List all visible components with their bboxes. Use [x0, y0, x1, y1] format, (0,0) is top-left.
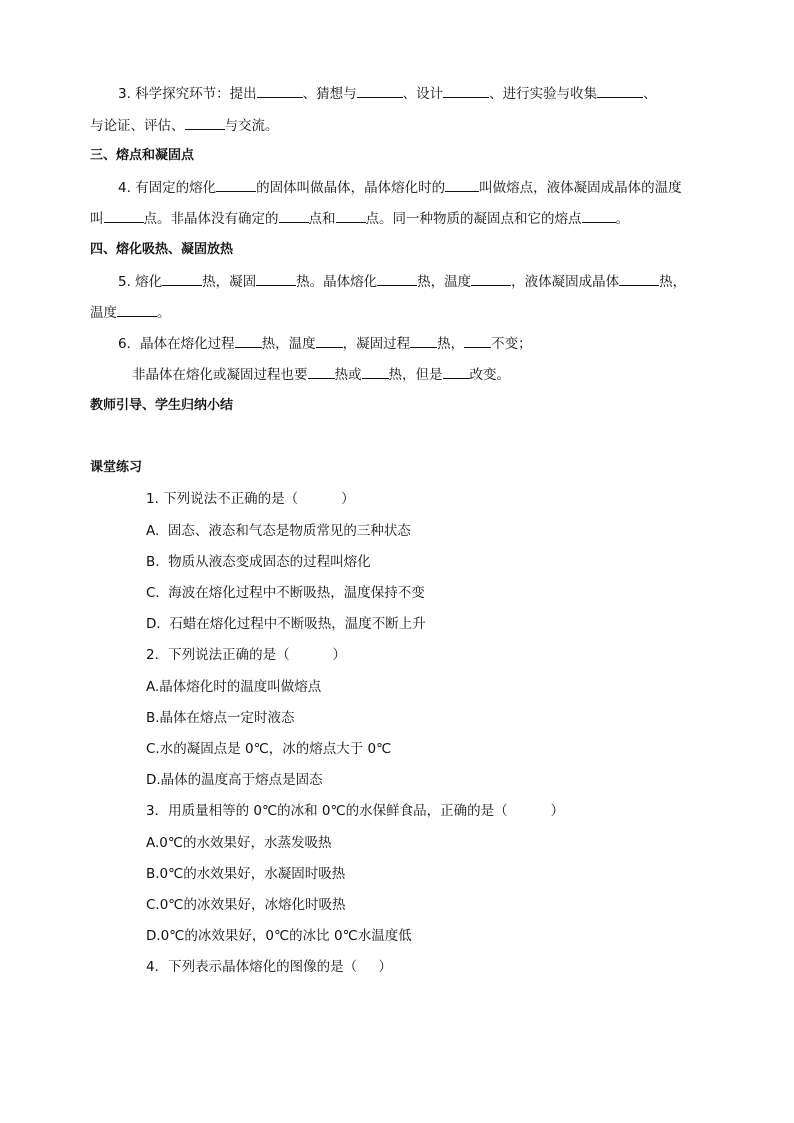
science-steps-line-2: 与论证、评估、 与交流。 [90, 115, 279, 136]
answer-blank[interactable] [597, 83, 643, 98]
answer-blank[interactable] [619, 271, 659, 286]
question-1-stem: 1. 下列说法不正确的是（ ） [146, 491, 355, 507]
question-2-stem: 2．下列说法正确的是（ ） [146, 647, 347, 663]
heat-line-1: 5. 熔化 热，凝固 热。晶体熔化 热，温度 ，液体凝固成晶体 热， [118, 271, 686, 292]
answer-blank[interactable] [235, 333, 262, 348]
answer-blank[interactable] [582, 208, 616, 223]
question-1-option-a[interactable]: A. 固态、液态和气态是物质常见的三种状态 [146, 523, 411, 539]
answer-blank[interactable] [336, 208, 366, 223]
crystal-line-1: 6．晶体在熔化过程 热，温度 ，凝固过程 热， 不变； [118, 333, 532, 354]
heat-line-2: 温度 。 [90, 302, 171, 323]
answer-blank[interactable] [362, 364, 389, 379]
answer-blank[interactable] [443, 364, 470, 379]
question-4-stem: 4．下列表示晶体熔化的图像的是（ ） [146, 959, 393, 975]
practice-heading: 课堂练习 [90, 460, 143, 475]
answer-blank[interactable] [377, 271, 417, 286]
science-steps-line-1: 3. 科学探究环节：提出 、猜想与 、设计 、进行实验与收集 、 [118, 83, 657, 104]
question-3-option-b[interactable]: B.0℃的水效果好，水凝固时吸热 [146, 866, 346, 882]
answer-blank[interactable] [279, 208, 309, 223]
answer-blank[interactable] [216, 177, 256, 192]
answer-blank[interactable] [410, 333, 437, 348]
answer-blank[interactable] [443, 83, 489, 98]
answer-blank[interactable] [471, 271, 511, 286]
answer-blank[interactable] [256, 271, 296, 286]
question-2-option-a[interactable]: A.晶体熔化时的温度叫做熔点 [146, 679, 322, 695]
question-3-option-d[interactable]: D.0℃的冰效果好，0℃的冰比 0℃水温度低 [146, 928, 412, 944]
answer-blank[interactable] [117, 302, 157, 317]
answer-blank[interactable] [257, 83, 303, 98]
crystal-line-2: 非晶体在熔化或凝固过程也要 热或 热，但是 改变。 [132, 364, 510, 385]
answer-blank[interactable] [445, 177, 479, 192]
question-3-stem: 3．用质量相等的 0℃的冰和 0℃的水保鲜食品，正确的是（ ） [146, 803, 565, 819]
section-title-heat: 四、熔化吸热、凝固放热 [90, 242, 234, 257]
question-2-option-b[interactable]: B.晶体在熔点一定时液态 [146, 710, 295, 726]
answer-blank[interactable] [357, 83, 403, 98]
melting-point-line-2: 叫 点。非晶体没有确定的 点和 点。同一种物质的凝固点和它的熔点 。 [90, 208, 629, 229]
question-3-option-a[interactable]: A.0℃的水效果好，水蒸发吸热 [146, 835, 332, 851]
section-title-melting-point: 三、熔点和凝固点 [90, 148, 195, 163]
melting-point-line-1: 4. 有固定的熔化 的固体叫做晶体，晶体熔化时的 叫做熔点，液体凝固成晶体的温度 [118, 177, 682, 198]
question-3-option-c[interactable]: C.0℃的冰效果好，冰熔化时吸热 [146, 897, 346, 913]
question-2-option-c[interactable]: C.水的凝固点是 0℃，冰的熔点大于 0℃ [146, 741, 392, 757]
question-2-option-d[interactable]: D.晶体的温度高于熔点是固态 [146, 772, 323, 788]
answer-blank[interactable] [162, 271, 202, 286]
answer-blank[interactable] [464, 333, 491, 348]
answer-blank[interactable] [104, 208, 144, 223]
answer-blank[interactable] [308, 364, 335, 379]
summary-heading: 教师引导、学生归纳小结 [90, 398, 234, 413]
question-1-option-c[interactable]: C. 海波在熔化过程中不断吸热，温度保持不变 [146, 585, 425, 601]
answer-blank[interactable] [185, 115, 225, 130]
answer-blank[interactable] [316, 333, 343, 348]
question-1-option-b[interactable]: B. 物质从液态变成固态的过程叫熔化 [146, 554, 371, 570]
question-1-option-d[interactable]: D. 石蜡在熔化过程中不断吸热，温度不断上升 [146, 616, 426, 632]
